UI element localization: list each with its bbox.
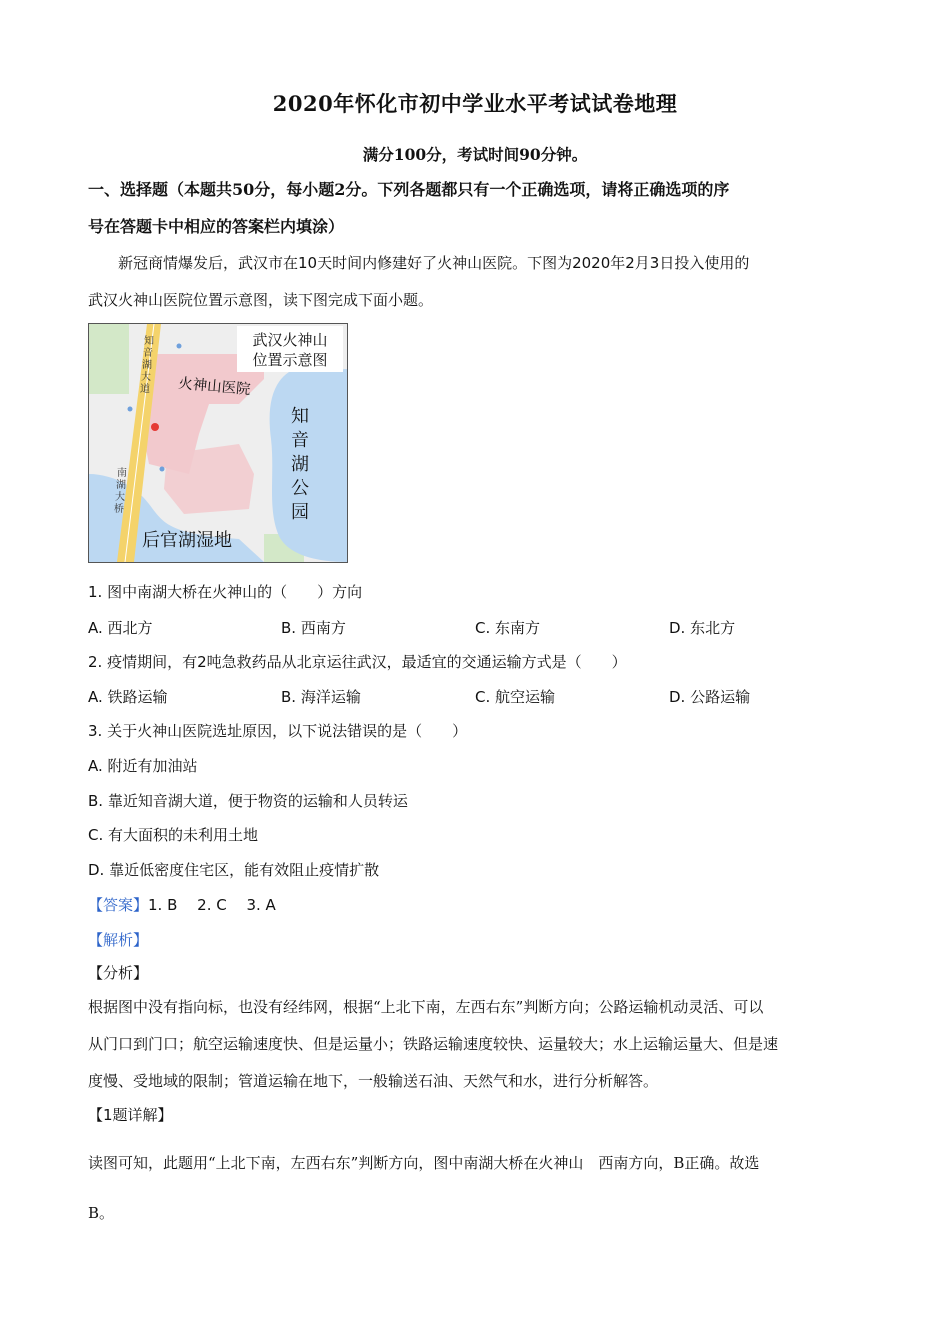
question-1-option-b: B. 西南方 bbox=[281, 619, 346, 637]
green-area bbox=[89, 324, 129, 394]
detail-paragraph-cont: B。 bbox=[88, 1204, 115, 1222]
fenxi-tag: 【分析】 bbox=[88, 964, 149, 982]
page-title: 2020年怀化市初中学业水平考试试卷地理 bbox=[272, 91, 678, 116]
answer-line bbox=[88, 894, 276, 915]
intro-paragraph-cont: 武汉火神山医院位置示意图，读下图完成下面小题。 bbox=[88, 291, 434, 309]
question-2-option-a: A. 铁路运输 bbox=[88, 688, 168, 706]
bridge-label-char: 桥 bbox=[114, 504, 124, 515]
location-map bbox=[88, 323, 348, 563]
fenxi-paragraph-cont: 度慢、受地域的限制；管道运输在地下，一般输送石油、天然气和水，进行分析解答。 bbox=[88, 1072, 659, 1090]
fenxi-paragraph: 根据图中没有指向标，也没有经纬网，根据“上北下南，左西右东”判断方向；公路运输机动灵活、可以 bbox=[88, 998, 764, 1016]
section-heading-cont: 号在答题卡中相应的答案栏内填涂） bbox=[88, 217, 345, 236]
road-label-char: 知 bbox=[144, 336, 154, 347]
question-3-option-d: D. 靠近低密度住宅区，能有效阻止疫情扩散 bbox=[88, 861, 380, 879]
answer-tag: 【答案】 bbox=[88, 896, 149, 914]
analysis-tag: 【解析】 bbox=[88, 931, 149, 949]
question-3-option-a: A. 附近有加油站 bbox=[88, 757, 198, 775]
fenxi-paragraph-cont: 从门口到门口；航空运输速度快、但是运量小；铁路运输速度较快、运量较大；水上运输运量大、但是速 bbox=[88, 1035, 779, 1053]
park-label-char: 音 bbox=[291, 430, 309, 451]
section-heading: 一、选择题（本题共50分，每小题2分。下列各题都只有一个正确选项，请将正确选项的序 bbox=[88, 180, 730, 199]
road-label-char: 音 bbox=[143, 348, 153, 359]
detail-paragraph: 读图可知，此题用“上北下南，左西右东”判断方向，图中南湖大桥在火神山 西南方向，B正确。故选 bbox=[88, 1154, 760, 1172]
question-2-option-d: D. 公路运输 bbox=[669, 688, 751, 706]
bridge-label-char: 湖 bbox=[116, 480, 126, 491]
poi-marker-icon bbox=[160, 467, 165, 472]
road-label-char: 湖 bbox=[142, 360, 152, 371]
question-2-option-c: C. 航空运输 bbox=[475, 688, 556, 706]
park-label-char: 园 bbox=[291, 502, 309, 523]
answer-text: 1. B 2. C 3. A bbox=[148, 896, 276, 914]
poi-marker-icon bbox=[177, 344, 182, 349]
question-3-stem: 3. 关于火神山医院选址原因，以下说法错误的是（ ） bbox=[88, 722, 468, 740]
question-1-option-a: A. 西北方 bbox=[88, 619, 153, 637]
location-pin-icon bbox=[151, 423, 159, 431]
park-label-char: 湖 bbox=[291, 454, 309, 475]
question-1-stem bbox=[88, 581, 362, 602]
bridge-label-char: 南 bbox=[117, 468, 127, 479]
bridge-label-char: 大 bbox=[115, 492, 125, 503]
question-1-text: 1. 图中南湖大桥在火神山的（ ）方向 bbox=[88, 583, 363, 601]
intro-paragraph: 新冠商情爆发后，武汉市在10天时间内修建好了火神山医院。下图为2020年2月3日投入使用的 bbox=[118, 254, 750, 272]
poi-marker-icon bbox=[128, 407, 133, 412]
detail-tag: 【1题详解】 bbox=[88, 1106, 173, 1124]
question-2-stem: 2. 疫情期间，有2吨急救药品从北京运往武汉，最适宜的交通运输方式是（ ） bbox=[88, 653, 627, 671]
question-3-option-c: C. 有大面积的未利用土地 bbox=[88, 826, 259, 844]
map-title-line1: 武汉火神山 bbox=[252, 331, 328, 349]
hospital-area-south bbox=[164, 444, 254, 514]
road-label-char: 道 bbox=[140, 384, 150, 395]
question-3-option-b: B. 靠近知音湖大道，便于物资的运输和人员转运 bbox=[88, 792, 408, 810]
park-label-char: 知 bbox=[291, 406, 309, 427]
park-label bbox=[291, 406, 309, 523]
question-2-option-b: B. 海洋运输 bbox=[281, 688, 361, 706]
wetland-label: 后官湖湿地 bbox=[142, 530, 232, 551]
question-1-option-c: C. 东南方 bbox=[475, 619, 541, 637]
map-title-line2: 位置示意图 bbox=[252, 351, 328, 369]
page-subtitle: 满分100分，考试时间90分钟。 bbox=[362, 145, 588, 164]
park-label-char: 公 bbox=[291, 478, 309, 499]
hospital-label: 火神山医院 bbox=[177, 375, 252, 399]
question-1-option-d: D. 东北方 bbox=[669, 619, 736, 637]
road-label-char: 大 bbox=[141, 372, 151, 383]
